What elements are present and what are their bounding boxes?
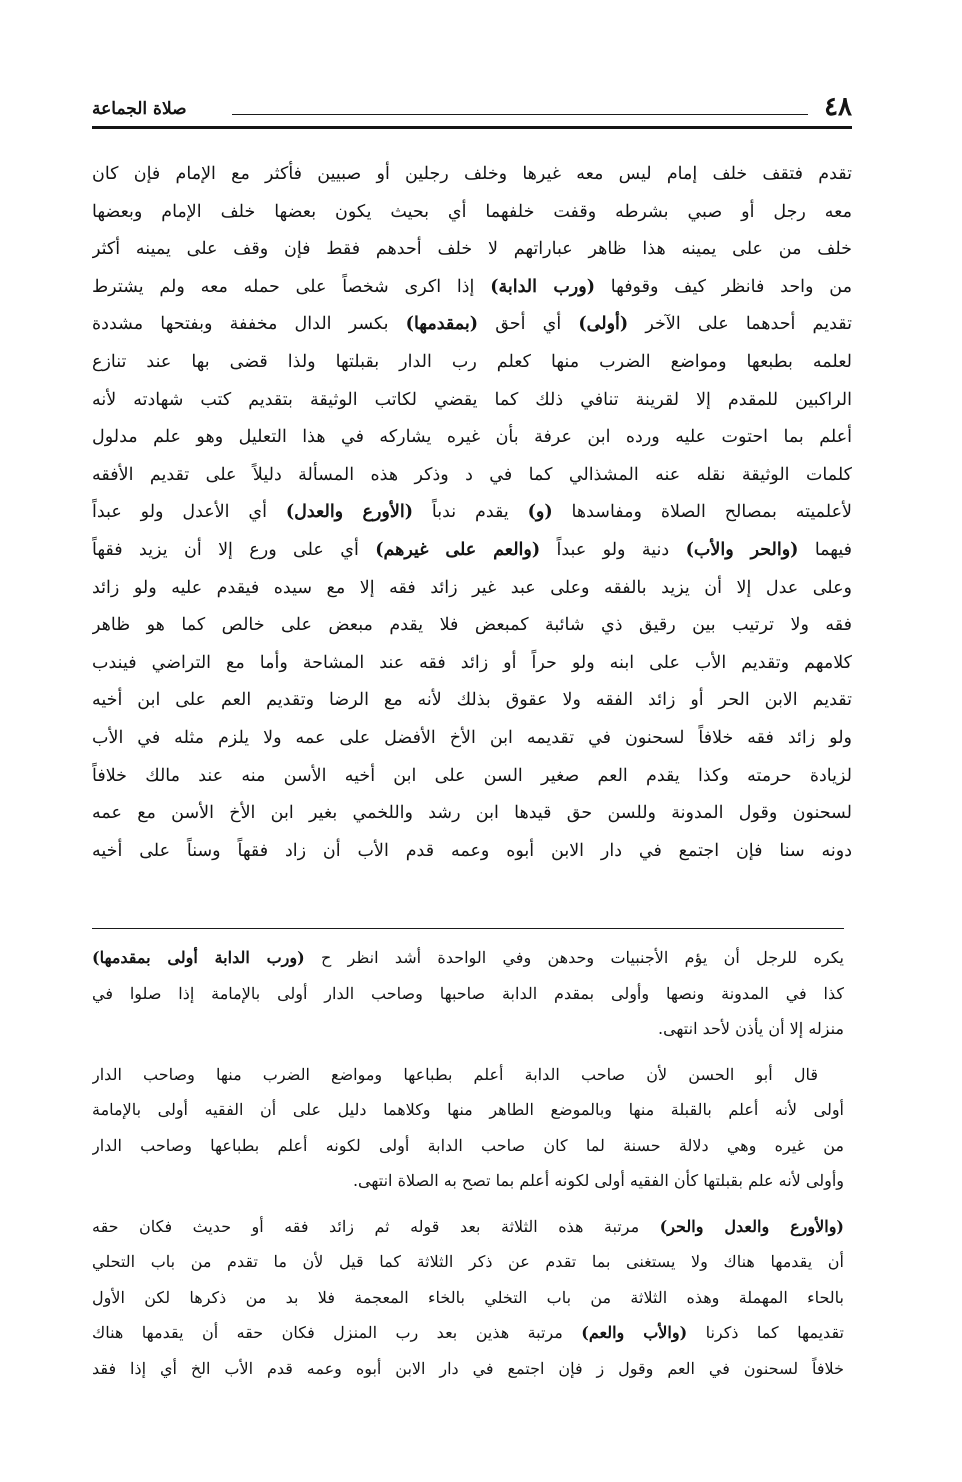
header-rule — [232, 114, 808, 115]
main-text-block — [92, 156, 852, 870]
bold-term: (الأورع والعدل) — [285, 502, 414, 523]
footnote-line: منزله إلا أن يأذن لأحد انتهى. — [657, 1019, 844, 1038]
footnote-paragraph — [92, 1209, 844, 1387]
text-line: خلف من على يمينه هذا ظاهر عباراتهم لا خلف أحدهم فقط فإن وقف على يمينه أكثر — [92, 239, 852, 260]
bold-term: (بمقدمها) — [405, 314, 479, 335]
footnote-line: يكره للرجل أن يؤم الأجنبيات وحدهن وفي الواحدة أشد انظر ح (ورب الدابة أولى بمقدمها) — [92, 948, 844, 967]
page-header — [92, 92, 852, 132]
footnote-line: بالحاء المهملة وهذه الثلاثة من باب التخلي بالخاء المعجمة فلا بد من ذكرها لكن الأول — [92, 1287, 844, 1307]
text-line: لعلمه بطبعها ومواضع الضرب منها كعلم رب الدار بقبلتها ولذا قضى بها عند تنازع — [92, 351, 852, 372]
text-line: تقديم أحدهما على الآخر (أولى) أي أحق (بمقدمها) بكسر الدال مخففة وبفتحها مشددة — [92, 314, 852, 335]
footnote-line: أولى لأنه أعلم بالقبلة منها وبالموضع الطاهر منها وكلاهما دليل على أن الفقيه أولى بالإمامة — [92, 1100, 844, 1119]
footnote-separator — [92, 928, 844, 929]
footnote-line: كذا في المدونة ونصها وأولى بمقدم الدابة صاحبها وصاحب الدار أولى بالإمامة إذا صلوا في — [92, 983, 844, 1003]
bold-term: (ورب الدابة أولى بمقدمها) — [92, 948, 305, 967]
footnote-line: تقديمها كما ذكرنا (والأب والعم) مرتبة هذين بعد رب المنزل فكان حقه أن يقدمها هناك — [92, 1323, 844, 1342]
footnote-paragraph — [92, 940, 844, 1047]
text-line: تقدم فتقف خلف إمام ليس معه غيرها وخلف رجلين أو صبيين فأكثر مع الإمام فإن كان — [92, 164, 852, 184]
header-underline — [92, 126, 852, 129]
footnote-line: (والأورع والعدل والحر) مرتبة هذه الثلاثة بعد قوله ثم زائد فقه أو حديث فكان حقه — [92, 1216, 844, 1236]
bold-term: (والحر والأب) — [685, 539, 799, 560]
footnote-line: من غيره وهي دلالة حسنة لما كان صاحب الدابة أولى لكونه أعلم بطباعها وصاحب الدار — [92, 1135, 844, 1155]
text-line: الراكبين للمقدم إلا لقرينة تنافي ذلك كما يقضي لكاتب الوثيقة بتقديم كتب شهادته لأنه — [92, 389, 852, 410]
footnote-line: وأولى لأنه علم بقبلتها كأن الفقيه أولى لكونه أعلم بما تصح به الصلاة انتهى. — [352, 1171, 844, 1190]
bold-term: (والأورع والعدل والحر) — [659, 1216, 844, 1236]
bold-term: (والأب والعم) — [581, 1323, 688, 1342]
text-line: لأعلميته بمصالح الصلاة ومفاسدها (و) يقدم ندباً (الأورع والعدل) أي الأعدل ولو عبداً — [92, 502, 852, 523]
bold-term: (ورب الدابة) — [490, 276, 595, 297]
footnote-line: أن يقدمها هناك ولا يستغنى بما تقدم عن ذكر الثلاثة كما قيل لأن ما تقدم من باب التحلي — [92, 1252, 844, 1271]
text-line: تقديم الابن الحر أو زائد الفقه ولا عقوق بذلك لأنه مع الرضا وتقديم العم على ابن أخيه — [92, 690, 852, 711]
text-line: وعلى عدل إلا أن يزيد بالفقه وعلى عبد غير زائد فقه إلا مع سيده فيقدم عليه ولو زائد — [92, 577, 852, 598]
bold-term: (والعم على غيرهم) — [375, 539, 541, 560]
text-line: دونه سنا فإن اجتمع في دار الابن أبوه وعمه قدم الأب أن زاد فقهاً وسناً على أخيه — [92, 840, 852, 861]
bold-term: (أولى) — [578, 314, 629, 335]
text-line: لزيادة حرمته وكذا يقدم العم صغير السن على ابن أخيه الأسن منه عند مالك خلافاً — [92, 765, 852, 786]
text-line: معه رجل أو صبي بشرطه وقفت خلفهما أي بحيث يكون بعضها خلف الإمام وبعضها — [92, 201, 852, 222]
text-line: أعلم بما احتوت عليه ورده ابن عرفة بأن غيره يشاركه في هذا التعليل وهو علم مدلول — [92, 427, 852, 448]
page-number: ٤٨ — [824, 92, 852, 122]
footnotes-block — [92, 940, 844, 1396]
text-line: فقه ولا ترتيب بين رقيق ذي شائبة كمبعض فلا يقدم مبعض على خالص كما هو ظاهر — [92, 615, 852, 636]
text-line: فيهما (والحر والأب) دنية ولو عبداً (والعم على غيرهم) أي على ورع إلا أن يزيد فقهاً — [92, 539, 852, 560]
text-line: كلمات الوثيقة نقله عنه المشذالي كما في د وذكر هذه المسألة دليلاً على تقديم الأفقه — [92, 464, 852, 485]
bold-term: (و) — [527, 502, 553, 523]
running-title: صلاة الجماعة — [92, 99, 187, 119]
footnote-paragraph — [92, 1057, 844, 1199]
footnote-line: قال أبو الحسن لأن صاحب الدابة أعلم بطباعها ومواضع الضرب منها وصاحب الدار — [92, 1064, 818, 1084]
text-line: لسحنون وقول المدونة وللسن حق قيدها ابن رشد واللخمي بغير ابن الأخ الأسن مع عمه — [92, 803, 852, 824]
footnote-line: خلافاً لسحنون في العم وقول ز فإن اجتمع في دار الابن أبوه وعمه قدم الأب الخ أي إذا فقد — [92, 1358, 844, 1378]
text-line: كلامهم وتقديم الأب على ابنه ولو حراً أو زائد فقه عند المشاحة وأما مع التراضي فيندب — [92, 652, 852, 673]
text-line: من واحد فانظر كيف وقوفها (ورب الدابة) إذا اكرى شخصاً على حمله معه ولم يشترط — [92, 276, 852, 297]
text-line: ولو زائد فقه خلافاً لسحنون في تقديمه ابن الأخ الأفضل على عمه ولا يلزم مثله في الأب — [92, 727, 852, 748]
